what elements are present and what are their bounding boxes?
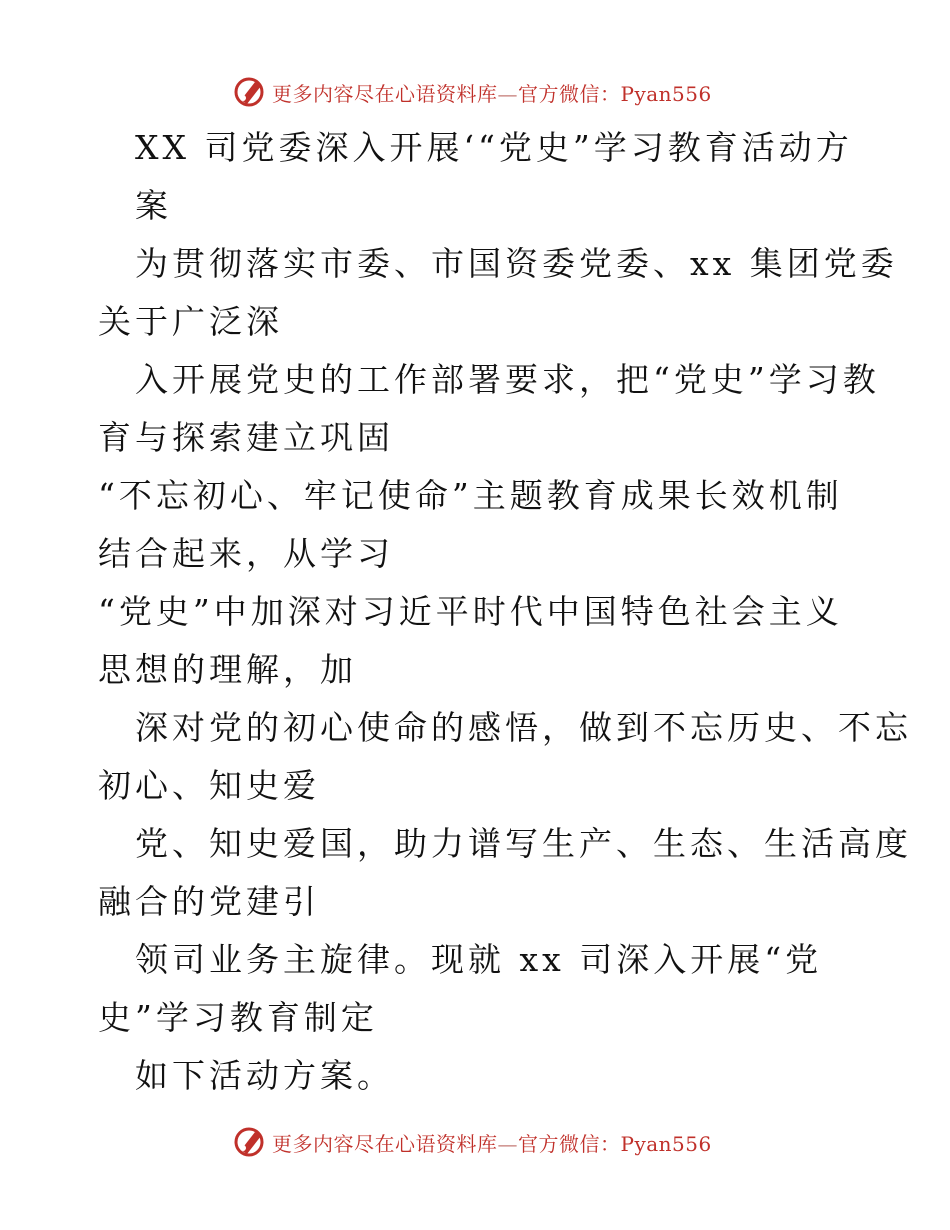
pen-nib-logo-icon (233, 1124, 267, 1158)
paragraph-line: 育与探索建立巩固 (98, 418, 394, 457)
watermark-text (272, 78, 712, 107)
pen-nib-logo-icon (233, 74, 267, 108)
watermark-main: 更多内容尽在心语资料库 (272, 82, 498, 106)
paragraph-line: “党史”中加深对习近平时代中国特色社会主义 (98, 592, 843, 631)
paragraph-line: 党、知史爱国，助力谱写生产、生态、生活高度 (135, 824, 912, 863)
watermark-main: 更多内容尽在心语资料库 (272, 1132, 498, 1156)
paragraph-line: 史”学习教育制定 (98, 998, 378, 1037)
paragraph-line: 深对党的初心使命的感悟，做到不忘历史、不忘 (135, 708, 912, 747)
watermark-dash: — (497, 82, 518, 106)
paragraph-line: “不忘初心、牢记使命”主题教育成果长效机制 (98, 476, 843, 515)
footer-watermark-banner (0, 1120, 950, 1160)
paragraph-line: 结合起来，从学习 (98, 534, 394, 573)
paragraph-line: 初心、知史爱 (98, 766, 320, 805)
paragraph-line: 入开展党史的工作部署要求，把“党史”学习教 (135, 360, 880, 399)
paragraph-line: 如下活动方案。 (135, 1056, 394, 1095)
watermark-account: Pyan556 (620, 1132, 712, 1156)
paragraph-line: 关于广泛深 (98, 302, 283, 341)
paragraph-line: 领司业务主旋律。现就 xx 司深入开展“党 (135, 940, 823, 979)
document-title-line-2: 案 (135, 186, 172, 225)
watermark-label: 官方微信： (518, 1132, 621, 1156)
watermark-dash: — (497, 1132, 518, 1156)
paragraph-line: 思想的理解，加 (98, 650, 357, 689)
paragraph-line: 为贯彻落实市委、市国资委党委、xx 集团党委 (135, 244, 898, 283)
header-watermark-banner (0, 70, 950, 110)
paragraph-line: 融合的党建引 (98, 882, 320, 921)
watermark-label: 官方微信： (518, 82, 621, 106)
watermark-text (272, 1128, 712, 1157)
watermark-account: Pyan556 (620, 82, 712, 106)
document-title-line-1: XX 司党委深入开展‘“党史”学习教育活动方 (135, 128, 853, 167)
